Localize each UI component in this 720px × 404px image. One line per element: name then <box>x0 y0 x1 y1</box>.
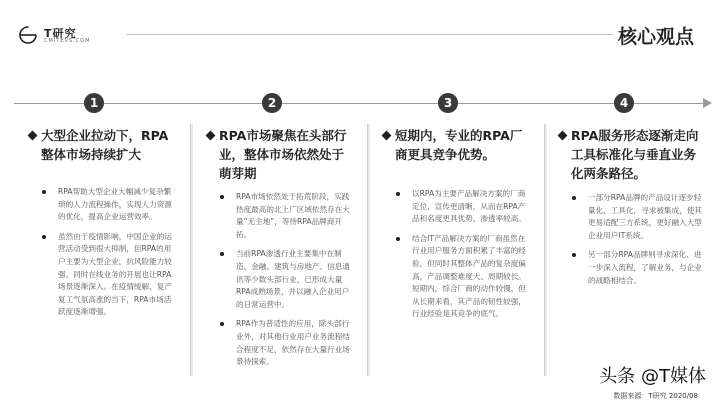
bullet-dot-icon <box>220 322 224 326</box>
step-badge-3: 3 <box>438 93 458 113</box>
bullet-dot-icon <box>42 235 46 239</box>
viewpoint-column-2 <box>204 126 354 376</box>
column-heading-row <box>204 126 354 183</box>
list-item <box>394 188 530 226</box>
list-item <box>394 233 530 321</box>
point-text: RPA市场依然处于拓荒阶段，实践热度最高的北上广区域依然存在大量“无主地”，等待RPA品牌商开拓。 <box>236 192 350 239</box>
point-text: 一部分RPA品牌的产品设计逐步轻量化、工具化，寻求被集成，使其更易适配三方系统，更好融入大型企业用户IT系统。 <box>588 193 702 240</box>
logo-mark-icon <box>18 25 38 45</box>
point-text: RPA帮助大型企业大幅减少复杂繁琐的人力流程操作，实现人力资源的优化，提高企业运营效率。 <box>58 187 172 222</box>
column-heading: 短期内，专业的RPA厂商更具竞争优势。 <box>395 128 523 162</box>
list-item <box>218 318 354 368</box>
bullet-dot-icon <box>396 192 400 196</box>
point-text: 虽然由于疫情影响，中国企业的运营活动受到很大抑制，但RPA的用户主要为大型企业，抗风险能力较强。同时在线业务的开展也让RPA场景逐渐深入。在疫情缓解，复产复工气氛高涨的当下，RPA市场活跃度逐渐增强。 <box>58 231 172 317</box>
watermark: 头条 @T媒体 <box>599 366 706 387</box>
step-badge-4: 4 <box>614 93 634 113</box>
list-item <box>570 192 706 242</box>
point-text: 结合IT产品解决方案的厂商虽然在行业用户服务方面积累了丰富的经验，但同时其整体产品的复杂度偏高，产品调整难度大、周期较长。短期内，综合厂商的动作较慢，但从长期来看，其产品的韧性较强，行业经验是其竞争的底气。 <box>412 233 526 319</box>
diamond-bullet-icon <box>382 131 392 141</box>
logo-subtext: CMITEVS.COM <box>44 38 91 44</box>
point-list <box>204 191 354 369</box>
step-badge-1: 1 <box>84 93 104 113</box>
title-rule <box>126 34 613 35</box>
bullet-dot-icon <box>220 252 224 256</box>
source-note: 数据来源：T研究 2020/08 <box>613 392 698 400</box>
diamond-bullet-icon <box>28 131 38 141</box>
bullet-dot-icon <box>572 196 576 200</box>
point-text: RPA作为普适性的应用，除头部行业外，对其他行业用户业务流程结合程度不足，依然存在大量行业场景待探索。 <box>236 319 350 367</box>
bullet-dot-icon <box>572 253 576 257</box>
viewpoint-column-1 <box>26 126 176 326</box>
logo <box>18 22 108 48</box>
bullet-dot-icon <box>42 190 46 194</box>
list-item <box>570 249 706 287</box>
list-item <box>218 248 354 311</box>
point-text: 当前RPA渗透行业主要集中在制造、金融、建筑与房地产、信息通讯等少数头部行业，已形成大量RPA成熟场景，并以融入企业用户的日常运营中。 <box>236 249 350 309</box>
logo-text: T研究 <box>44 27 77 40</box>
timeline-line <box>14 103 706 104</box>
step-badge-2: 2 <box>262 93 282 113</box>
column-heading: 大型企业拉动下，RPA整体市场持续扩大 <box>41 128 169 162</box>
point-text: 以RPA为主要产品解决方案的厂商定位、宣传更清晰，从而在RPA产品和名度更具优势，渗透率较高。 <box>412 189 526 224</box>
list-item <box>218 191 354 241</box>
bullet-dot-icon <box>220 195 224 199</box>
column-heading: RPA市场聚焦在头部行业，整体市场依然处于萌芽期 <box>219 128 347 181</box>
bullet-dot-icon <box>396 237 400 241</box>
diamond-bullet-icon <box>558 131 568 141</box>
viewpoint-column-3 <box>380 126 530 328</box>
column-heading-row <box>26 126 176 164</box>
page-title: 核心观点 <box>617 26 694 48</box>
timeline-arrow-icon <box>703 98 712 108</box>
column-divider-shadow <box>368 124 370 376</box>
column-divider-shadow <box>545 124 547 376</box>
list-item <box>40 186 176 224</box>
list-item <box>40 231 176 319</box>
column-heading-row <box>380 126 530 164</box>
point-list <box>556 192 706 287</box>
column-heading-row <box>556 126 706 183</box>
diamond-bullet-icon <box>206 131 216 141</box>
point-text: 另一部分RPA品牌则寻求深化、进一步深入流程，了解业务，与企业的战略相结合。 <box>588 250 702 285</box>
viewpoint-column-4 <box>556 126 706 294</box>
column-heading: RPA服务形态逐渐走向工具标准化与垂直业务化两条路径。 <box>571 128 699 181</box>
point-list <box>380 188 530 321</box>
column-divider-shadow <box>191 124 193 376</box>
point-list <box>26 186 176 319</box>
